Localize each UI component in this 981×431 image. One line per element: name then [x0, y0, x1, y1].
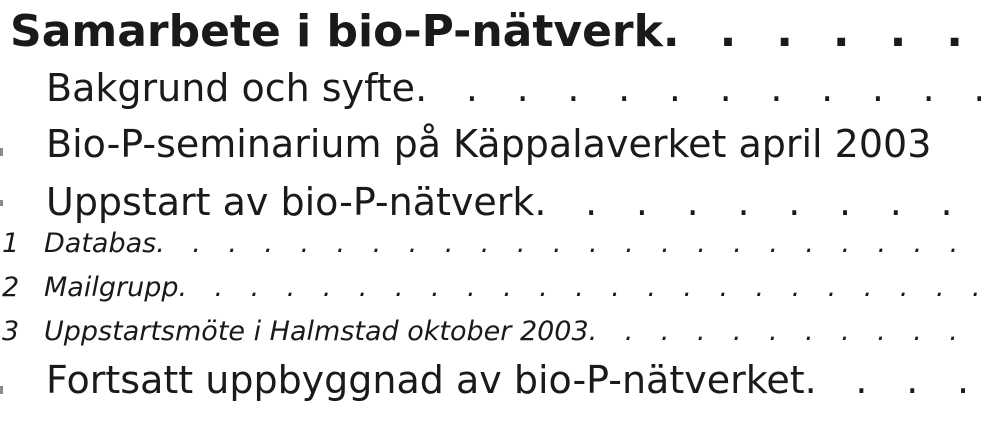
toc-subentry: 2 Mailgrupp . . . — [0, 272, 981, 310]
margin-mark — [0, 148, 3, 156]
margin-mark — [0, 200, 3, 206]
dot-leader — [415, 66, 981, 110]
dot-leader — [156, 228, 981, 259]
toc-heading-row — [0, 6, 981, 62]
toc-subentry-title: Uppstartsmöte i Halmstad oktober 2003 — [44, 316, 589, 347]
toc-subentry: 3 Uppstartsmöte i Halmstad oktober 2003 . . . — [0, 316, 981, 354]
margin-mark — [0, 386, 3, 394]
dot-leader — [663, 6, 981, 57]
toc-entry — [0, 66, 981, 118]
dot-leader — [805, 358, 981, 402]
toc-entry — [0, 122, 981, 174]
dot-leader — [589, 316, 981, 347]
dot-leader — [178, 272, 981, 303]
toc-entry-title: Bakgrund och syfte — [46, 66, 416, 110]
toc-subentry-title: Mailgrupp — [44, 272, 179, 303]
toc-entry-title: Uppstart av bio-P-nätverk — [46, 180, 535, 224]
toc-subentry: 1 Databas . . . — [0, 228, 981, 266]
toc-subentry-title: Databas — [44, 228, 157, 259]
toc-entry — [0, 358, 981, 410]
dot-leader — [534, 180, 981, 224]
toc-entry-title: Fortsatt uppbyggnad av bio-P-nätverket — [46, 358, 805, 402]
toc-entry — [0, 180, 981, 232]
toc-entry-title: Bio-P-seminarium på Käppalaverket april 2003 — [46, 122, 932, 166]
toc-heading: Samarbete i bio-P-nätverk — [10, 6, 663, 57]
